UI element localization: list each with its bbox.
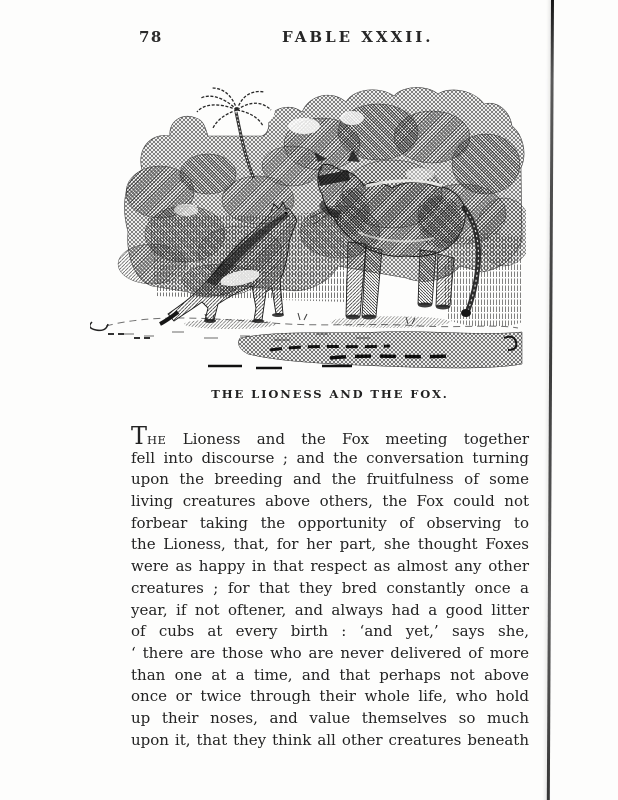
text-line: up their noses, and value themselves so much <box>131 708 529 727</box>
text-line: the Lioness, that, for her part, she thought Foxes <box>131 535 529 554</box>
page-edge-scan-line <box>547 0 554 800</box>
text-line: upon it, that they think all other creatures beneath <box>131 730 529 749</box>
text-line: upon the breeding and the fruitfulness of some <box>131 470 529 489</box>
text-line: were as happy in that respect as almost any other <box>131 557 529 576</box>
lioness-and-fox-engraving <box>90 82 526 374</box>
right-bank <box>444 233 523 327</box>
text-line: creatures ; for that they bred constantly once a <box>131 578 529 597</box>
engraving-illustration <box>90 82 526 374</box>
drop-initial: T <box>131 422 148 450</box>
text-line-opening <box>131 422 529 450</box>
text-line: year, if not oftener, and always had a good litter <box>131 600 529 619</box>
running-head: FABLE XXXII. <box>282 28 434 46</box>
text-line: forbear taking the opportunity of observing to <box>131 513 529 532</box>
text-line: once or twice through their whole life, who hold <box>131 687 529 706</box>
fable-text <box>131 422 529 751</box>
opening-rest: Lioness and the Fox meeting together <box>166 430 529 448</box>
text-line: living creatures above others, the Fox could not <box>131 492 529 511</box>
page-number: 78 <box>139 28 163 46</box>
illustration-caption: THE LIONESS AND THE FOX. <box>211 387 449 401</box>
text-line: ‘ there are those who are never delivered of more <box>131 643 529 662</box>
text-line: than one at a time, and that perhaps not above <box>131 665 529 684</box>
opening-small-caps: HE <box>147 433 167 447</box>
foreground-scrub <box>90 322 522 368</box>
text-line: of cubs at every birth : ‘and yet,’ says she, <box>131 622 529 641</box>
text-line: fell into discourse ; and the conversation turning <box>131 448 529 467</box>
